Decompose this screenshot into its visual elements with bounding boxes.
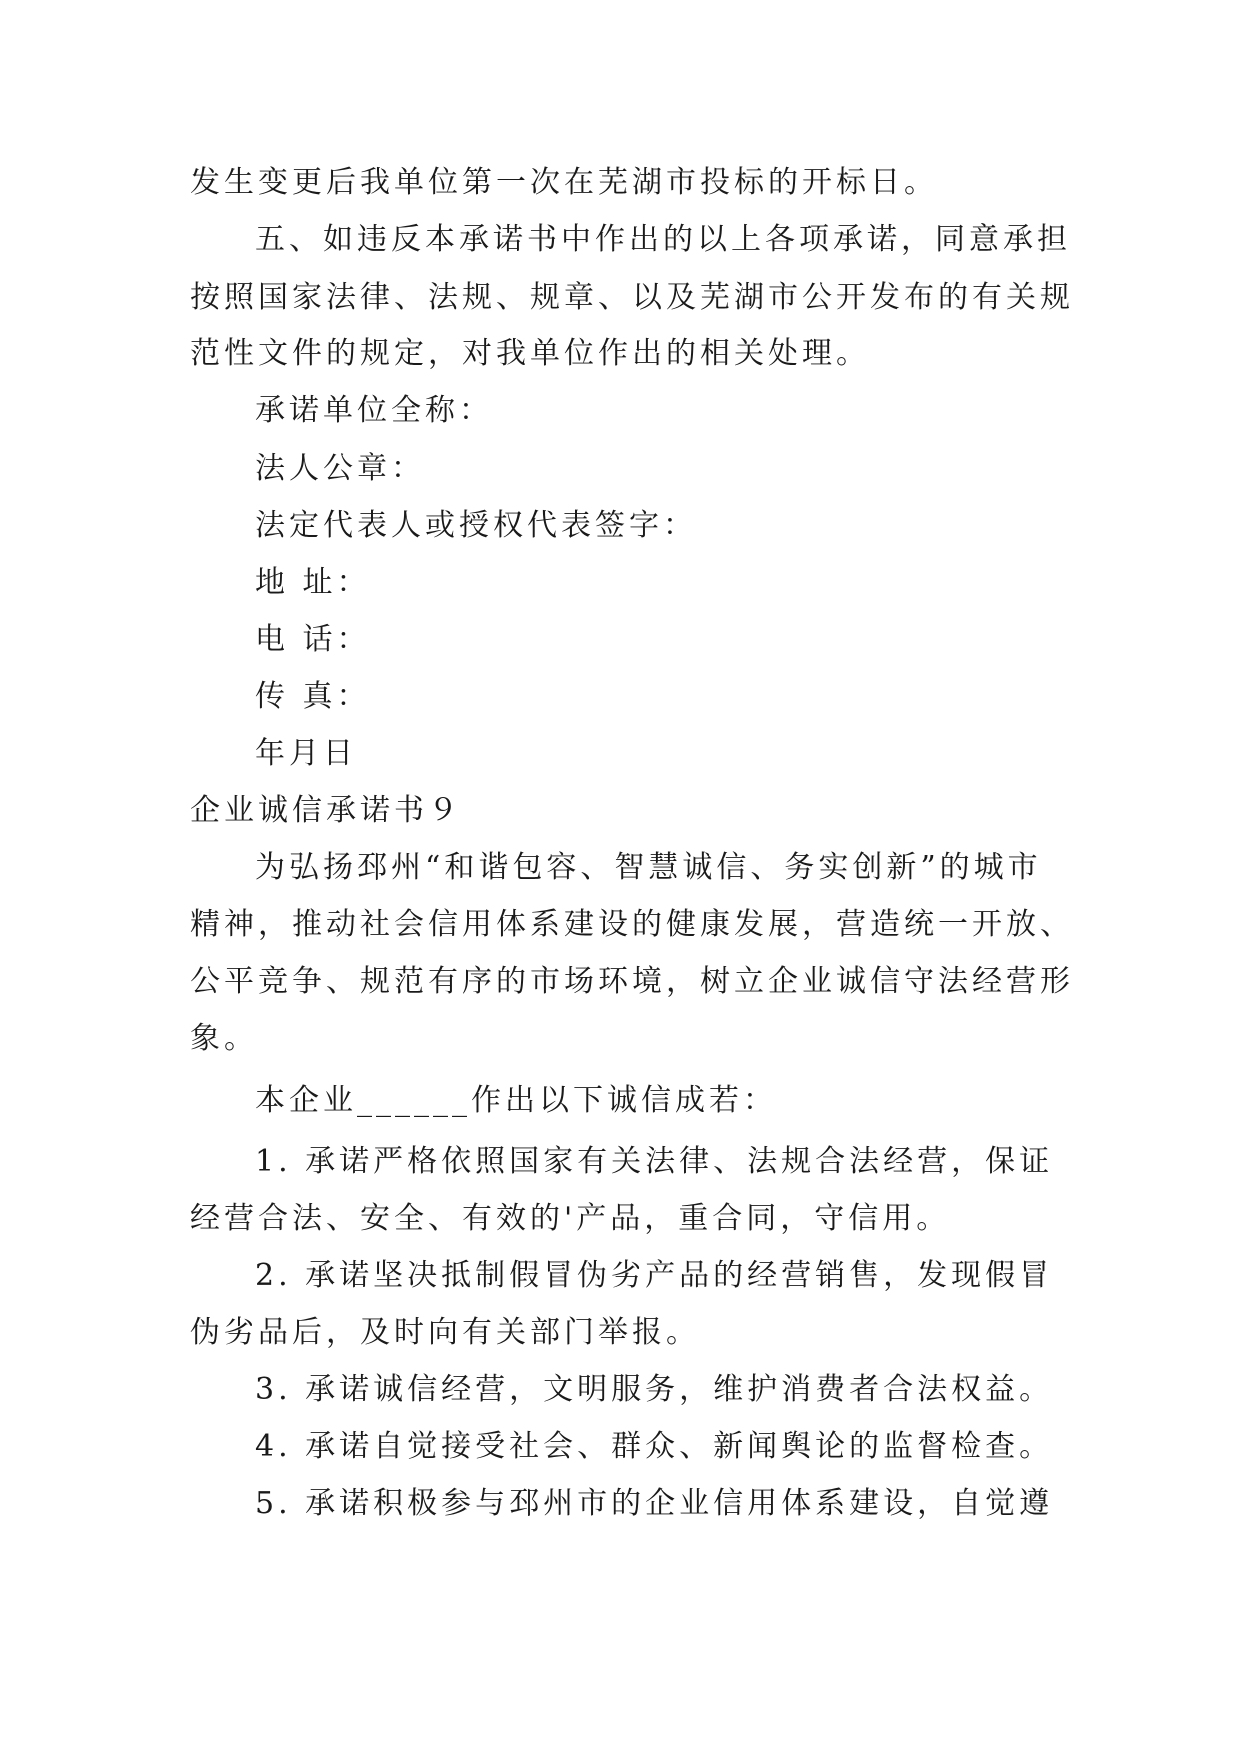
text-line: 4. 承诺自觉接受社会、群众、新闻舆论的监督检查。 xyxy=(255,1429,1054,1464)
text-line: 电 话： xyxy=(255,622,371,657)
text-line: 为弘扬邳州“和谐包容、智慧诚信、务实创新”的城市 xyxy=(255,850,1042,885)
text-line: 3. 承诺诚信经营，文明服务，维护消费者合法权益。 xyxy=(255,1372,1054,1407)
text-line: 五、如违反本承诺书中作出的以上各项承诺，同意承担 xyxy=(255,222,1071,257)
text-line: 范性文件的规定，对我单位作出的相关处理。 xyxy=(190,336,870,371)
text-line: 年月日 xyxy=(255,736,357,771)
text-line: 传 真： xyxy=(255,679,371,714)
text-line: 公平竞争、规范有序的市场环境，树立企业诚信守法经营形 xyxy=(190,964,1074,999)
text-line: 2. 承诺坚决抵制假冒伪劣产品的经营销售，发现假冒 xyxy=(255,1258,1054,1293)
section-heading: 企业诚信承诺书９ xyxy=(190,793,462,828)
text-line: 经营合法、安全、有效的'产品，重合同，守信用。 xyxy=(190,1201,951,1236)
text-line: 本企业______作出以下诚信成若： xyxy=(255,1083,777,1118)
text-line: 象。 xyxy=(190,1021,258,1056)
text-line: 按照国家法律、法规、规章、以及芜湖市公开发布的有关规 xyxy=(190,280,1074,315)
text-line: 1. 承诺严格依照国家有关法律、法规合法经营，保证 xyxy=(255,1144,1054,1179)
text-line: 5. 承诺积极参与邳州市的企业信用体系建设，自觉遵 xyxy=(255,1486,1054,1521)
text-line: 承诺单位全称： xyxy=(255,393,493,428)
text-line: 地 址： xyxy=(255,565,371,600)
text-line: 发生变更后我单位第一次在芜湖市投标的开标日。 xyxy=(190,165,938,200)
text-line: 伪劣品后，及时向有关部门举报。 xyxy=(190,1315,700,1350)
text-line: 法定代表人或授权代表签字： xyxy=(255,508,697,543)
text-line: 精神，推动社会信用体系建设的健康发展，营造统一开放、 xyxy=(190,907,1074,942)
text-line: 法人公章： xyxy=(255,451,425,486)
